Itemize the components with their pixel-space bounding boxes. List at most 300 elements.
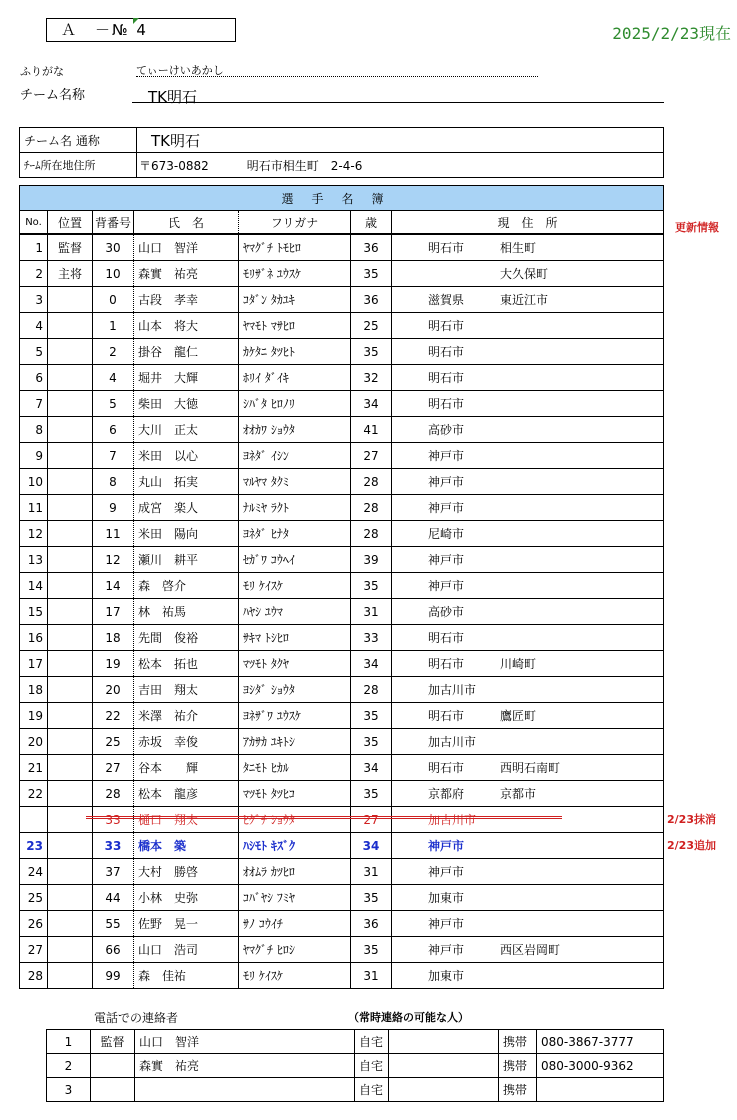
roster-header-row bbox=[20, 211, 664, 235]
row-no: 6 bbox=[20, 365, 48, 391]
row-name: 樋口 翔太 bbox=[134, 807, 239, 833]
row-furigana: ﾏﾙﾔﾏ ﾀｸﾐ bbox=[239, 469, 351, 495]
row-town: 鷹匠町 bbox=[500, 709, 537, 723]
row-name: 吉田 翔太 bbox=[134, 677, 239, 703]
row-position bbox=[48, 781, 93, 807]
row-address bbox=[392, 963, 664, 989]
row-furigana: ｾｶﾞﾜ ｺｳﾍｲ bbox=[239, 547, 351, 573]
row-city: 明石市 bbox=[428, 319, 465, 333]
row-name: 成宮 楽人 bbox=[134, 495, 239, 521]
row-number: 11 bbox=[93, 521, 134, 547]
row-furigana: ﾏﾂﾓﾄ ﾀｸﾔ bbox=[239, 651, 351, 677]
row-no: 28 bbox=[20, 963, 48, 989]
row-address bbox=[392, 443, 664, 469]
row-town: 東近江市 bbox=[500, 293, 549, 307]
row-age: 31 bbox=[351, 859, 392, 885]
alias-value: TK明石 bbox=[137, 128, 664, 153]
col-age-header: 歳 bbox=[351, 211, 392, 235]
row-position: 主将 bbox=[48, 261, 93, 287]
row-furigana: ﾓﾘｻﾞﾈ ﾕｳｽｹ bbox=[239, 261, 351, 287]
row-position bbox=[48, 599, 93, 625]
row-name: 堀井 大輝 bbox=[134, 365, 239, 391]
row-furigana: ﾔﾏﾓﾄ ﾏｻﾋﾛ bbox=[239, 313, 351, 339]
row-city: 高砂市 bbox=[428, 423, 465, 437]
row-position bbox=[48, 287, 93, 313]
row-position bbox=[48, 677, 93, 703]
row-position: 監督 bbox=[48, 234, 93, 261]
row-furigana: ﾖｼﾀﾞ ｼｮｳﾀ bbox=[239, 677, 351, 703]
roster-row bbox=[20, 521, 664, 547]
row-address bbox=[392, 885, 664, 911]
row-number: 44 bbox=[93, 885, 134, 911]
row-furigana: ﾖﾈｻﾞﾜ ﾕｳｽｹ bbox=[239, 703, 351, 729]
row-city: 滋賀県 bbox=[428, 293, 465, 307]
row-city: 神戸市 bbox=[428, 943, 465, 957]
roster-title: 選手名簿 bbox=[20, 186, 664, 211]
row-age: 36 bbox=[351, 234, 392, 261]
row-name: 赤坂 幸俊 bbox=[134, 729, 239, 755]
row-number: 33 bbox=[93, 807, 134, 833]
row-name: 山口 智洋 bbox=[134, 234, 239, 261]
row-city: 明石市 bbox=[428, 371, 465, 385]
roster-row bbox=[20, 833, 664, 859]
row-number: 30 bbox=[93, 234, 134, 261]
home-phone bbox=[389, 1030, 499, 1054]
row-number: 0 bbox=[93, 287, 134, 313]
row-position bbox=[48, 911, 93, 937]
roster-row bbox=[20, 287, 664, 313]
row-name: 松本 龍彦 bbox=[134, 781, 239, 807]
row-address bbox=[392, 781, 664, 807]
row-name: 橋本 築 bbox=[134, 833, 239, 859]
row-age: 28 bbox=[351, 677, 392, 703]
update-info-label: 更新情報 bbox=[675, 221, 719, 234]
row-furigana: ｼﾊﾞﾀ ﾋﾛﾉﾘ bbox=[239, 391, 351, 417]
row-name: 古段 孝幸 bbox=[134, 287, 239, 313]
row-address bbox=[392, 234, 664, 261]
roster-row bbox=[20, 963, 664, 989]
row-no: 4 bbox=[20, 313, 48, 339]
row-number: 7 bbox=[93, 443, 134, 469]
contact-note: （常時連絡の可能な人） bbox=[348, 1011, 469, 1024]
row-town: 西区岩岡町 bbox=[500, 943, 561, 957]
row-name: 先間 俊裕 bbox=[134, 625, 239, 651]
row-number: 12 bbox=[93, 547, 134, 573]
row-address bbox=[392, 287, 664, 313]
row-address bbox=[392, 755, 664, 781]
roster-row bbox=[20, 911, 664, 937]
row-no: 19 bbox=[20, 703, 48, 729]
row-no: 14 bbox=[20, 573, 48, 599]
row-city: 加古川市 bbox=[428, 813, 477, 827]
row-no: 25 bbox=[20, 885, 48, 911]
row-city: 神戸市 bbox=[428, 553, 465, 567]
row-address bbox=[392, 339, 664, 365]
row-no: 15 bbox=[20, 599, 48, 625]
row-age: 41 bbox=[351, 417, 392, 443]
row-position bbox=[48, 963, 93, 989]
row-no: 13 bbox=[20, 547, 48, 573]
row-name: 森 佳祐 bbox=[134, 963, 239, 989]
row-no: 24 bbox=[20, 859, 48, 885]
row-age: 34 bbox=[351, 391, 392, 417]
row-position bbox=[48, 703, 93, 729]
row-city: 明石市 bbox=[428, 397, 465, 411]
row-no: 11 bbox=[20, 495, 48, 521]
row-number: 18 bbox=[93, 625, 134, 651]
row-no: 21 bbox=[20, 755, 48, 781]
row-address bbox=[392, 677, 664, 703]
contact-no: 1 bbox=[47, 1030, 91, 1054]
row-name: 米澤 祐介 bbox=[134, 703, 239, 729]
row-no: 10 bbox=[20, 469, 48, 495]
row-position bbox=[48, 547, 93, 573]
col-name-header: 氏 名 bbox=[134, 211, 239, 235]
row-age: 39 bbox=[351, 547, 392, 573]
roster-row bbox=[20, 729, 664, 755]
row-position bbox=[48, 573, 93, 599]
row-number: 22 bbox=[93, 703, 134, 729]
row-name: 大村 勝啓 bbox=[134, 859, 239, 885]
row-number: 9 bbox=[93, 495, 134, 521]
row-furigana: ｵｵｶﾜ ｼｮｳﾀ bbox=[239, 417, 351, 443]
row-address bbox=[392, 547, 664, 573]
contact-row bbox=[47, 1054, 664, 1078]
row-no: 7 bbox=[20, 391, 48, 417]
row-city: 明石市 bbox=[428, 241, 465, 255]
row-address bbox=[392, 521, 664, 547]
row-address bbox=[392, 365, 664, 391]
row-age: 35 bbox=[351, 729, 392, 755]
row-position bbox=[48, 729, 93, 755]
row-town: 相生町 bbox=[500, 241, 537, 255]
roster-row bbox=[20, 677, 664, 703]
row-no bbox=[20, 807, 48, 833]
row-no: 8 bbox=[20, 417, 48, 443]
row-furigana: ｺﾀﾞﾝ ﾀｶﾕｷ bbox=[239, 287, 351, 313]
row-city: 尼崎市 bbox=[428, 527, 465, 541]
col-number-header: 背番号 bbox=[93, 211, 134, 235]
row-furigana: ﾔﾏｸﾞﾁ ﾋﾛｼ bbox=[239, 937, 351, 963]
alias-label: チーム名 通称 bbox=[20, 128, 137, 153]
row-city: 加東市 bbox=[428, 969, 465, 983]
row-age: 31 bbox=[351, 963, 392, 989]
strikethrough-line bbox=[86, 816, 562, 819]
row-age: 25 bbox=[351, 313, 392, 339]
row-name: 佐野 晃一 bbox=[134, 911, 239, 937]
roster-row bbox=[20, 234, 664, 261]
row-name: 森實 祐亮 bbox=[134, 261, 239, 287]
home-label: 自宅 bbox=[355, 1054, 389, 1078]
row-age: 28 bbox=[351, 469, 392, 495]
row-position bbox=[48, 391, 93, 417]
row-age: 35 bbox=[351, 261, 392, 287]
row-no: 2 bbox=[20, 261, 48, 287]
row-city: 明石市 bbox=[428, 761, 465, 775]
contact-table bbox=[46, 1029, 664, 1102]
contact-label: 電話での連絡者 bbox=[94, 1011, 179, 1025]
row-no: 23 bbox=[20, 833, 48, 859]
row-furigana: ﾊｼﾓﾄ ｷｽﾞｸ bbox=[239, 833, 351, 859]
as-of-date: 2025/2/23現在 bbox=[612, 24, 731, 43]
contact-row bbox=[47, 1030, 664, 1054]
row-city: 加古川市 bbox=[428, 683, 477, 697]
col-position-header: 位置 bbox=[48, 211, 93, 235]
row-no: 18 bbox=[20, 677, 48, 703]
row-city: 神戸市 bbox=[428, 501, 465, 515]
contact-name: 山口 智洋 bbox=[135, 1030, 355, 1054]
row-name: 山本 将大 bbox=[134, 313, 239, 339]
row-age: 27 bbox=[351, 443, 392, 469]
row-no: 9 bbox=[20, 443, 48, 469]
row-address bbox=[392, 573, 664, 599]
col-address-header: 現 住 所 bbox=[392, 211, 664, 235]
roster-row bbox=[20, 339, 664, 365]
row-furigana: ｱｶｻｶ ﾕｷﾄｼ bbox=[239, 729, 351, 755]
row-number: 4 bbox=[93, 365, 134, 391]
row-number: 17 bbox=[93, 599, 134, 625]
row-name: 瀬川 耕平 bbox=[134, 547, 239, 573]
row-age: 32 bbox=[351, 365, 392, 391]
row-address bbox=[392, 911, 664, 937]
row-age: 35 bbox=[351, 937, 392, 963]
row-age: 27 bbox=[351, 807, 392, 833]
roster-row bbox=[20, 651, 664, 677]
row-city: 神戸市 bbox=[428, 917, 465, 931]
roster-row bbox=[20, 937, 664, 963]
roster-row bbox=[20, 313, 664, 339]
row-city: 神戸市 bbox=[428, 865, 465, 879]
roster-row bbox=[20, 391, 664, 417]
row-address bbox=[392, 729, 664, 755]
row-town: 大久保町 bbox=[500, 267, 549, 281]
row-age: 28 bbox=[351, 495, 392, 521]
row-furigana: ｶｹﾀﾆ ﾀﾂﾋﾄ bbox=[239, 339, 351, 365]
col-furigana-header: フリガナ bbox=[239, 211, 351, 235]
row-city: 加古川市 bbox=[428, 735, 477, 749]
row-name: 掛谷 龍仁 bbox=[134, 339, 239, 365]
row-city: 京都府 bbox=[428, 787, 465, 801]
row-position bbox=[48, 313, 93, 339]
row-age: 31 bbox=[351, 599, 392, 625]
row-address bbox=[392, 313, 664, 339]
row-furigana: ﾓﾘ ｹｲｽｹ bbox=[239, 573, 351, 599]
row-furigana: ｻﾉ ｺｳｲﾁ bbox=[239, 911, 351, 937]
row-position bbox=[48, 885, 93, 911]
row-name: 山口 浩司 bbox=[134, 937, 239, 963]
row-address bbox=[392, 625, 664, 651]
row-name: 小林 史弥 bbox=[134, 885, 239, 911]
row-furigana: ﾎﾘｲ ﾀﾞｲｷ bbox=[239, 365, 351, 391]
row-position bbox=[48, 417, 93, 443]
row-address bbox=[392, 391, 664, 417]
contact-name: 森實 祐亮 bbox=[135, 1054, 355, 1078]
row-city: 明石市 bbox=[428, 709, 465, 723]
home-phone bbox=[389, 1078, 499, 1102]
team-name: TK明石 bbox=[132, 86, 664, 103]
row-furigana: ﾋｸﾞﾁ ｼｮｳﾀ bbox=[239, 807, 351, 833]
roster-row bbox=[20, 261, 664, 287]
row-town: 京都市 bbox=[500, 787, 537, 801]
mobile-label: 携帯 bbox=[499, 1054, 537, 1078]
row-number: 14 bbox=[93, 573, 134, 599]
roster-row bbox=[20, 755, 664, 781]
change-note: 2/23追加 bbox=[667, 839, 716, 852]
row-address bbox=[392, 599, 664, 625]
row-position bbox=[48, 469, 93, 495]
row-name: 大川 正太 bbox=[134, 417, 239, 443]
contact-row bbox=[47, 1078, 664, 1102]
mobile-phone: 080-3867-3777 bbox=[537, 1030, 664, 1054]
mobile-label: 携帯 bbox=[499, 1078, 537, 1102]
roster-row bbox=[20, 365, 664, 391]
row-age: 34 bbox=[351, 833, 392, 859]
row-position bbox=[48, 937, 93, 963]
row-city: 明石市 bbox=[428, 631, 465, 645]
row-address bbox=[392, 807, 664, 833]
row-no: 20 bbox=[20, 729, 48, 755]
row-age: 35 bbox=[351, 885, 392, 911]
row-furigana: ｺﾊﾞﾔｼ ﾌﾐﾔ bbox=[239, 885, 351, 911]
row-no: 22 bbox=[20, 781, 48, 807]
mobile-phone: 080-3000-9362 bbox=[537, 1054, 664, 1078]
row-age: 35 bbox=[351, 573, 392, 599]
col-no-header: No. bbox=[20, 211, 48, 235]
row-number: 66 bbox=[93, 937, 134, 963]
row-town: 川崎町 bbox=[500, 657, 537, 671]
row-address bbox=[392, 417, 664, 443]
row-name: 森 啓介 bbox=[134, 573, 239, 599]
document-id: Ａ －№ 4 bbox=[61, 21, 148, 39]
row-furigana: ﾖﾈﾀﾞ ｲｼﾝ bbox=[239, 443, 351, 469]
row-furigana: ﾀﾆﾓﾄ ﾋｶﾙ bbox=[239, 755, 351, 781]
roster-row bbox=[20, 495, 664, 521]
postal-code: 〒673-0882 bbox=[139, 158, 209, 173]
change-note: 2/23抹消 bbox=[667, 813, 716, 826]
row-age: 34 bbox=[351, 651, 392, 677]
row-name: 谷本 輝 bbox=[134, 755, 239, 781]
contact-name bbox=[135, 1078, 355, 1102]
row-address bbox=[392, 261, 664, 287]
contact-no: 2 bbox=[47, 1054, 91, 1078]
row-name: 柴田 大徳 bbox=[134, 391, 239, 417]
row-furigana: ｻｷﾏ ﾄｼﾋﾛ bbox=[239, 625, 351, 651]
row-number: 55 bbox=[93, 911, 134, 937]
roster-row bbox=[20, 807, 664, 833]
row-address bbox=[392, 833, 664, 859]
row-name: 林 祐馬 bbox=[134, 599, 239, 625]
address-value: 明石市相生町 2-4-6 bbox=[246, 158, 363, 173]
row-furigana: ﾓﾘ ｹｲｽｹ bbox=[239, 963, 351, 989]
roster-table bbox=[19, 185, 664, 989]
row-no: 12 bbox=[20, 521, 48, 547]
furigana-label: ふりがな bbox=[20, 65, 64, 78]
row-number: 33 bbox=[93, 833, 134, 859]
row-number: 37 bbox=[93, 859, 134, 885]
row-name: 松本 拓也 bbox=[134, 651, 239, 677]
row-position bbox=[48, 807, 93, 833]
roster-row bbox=[20, 443, 664, 469]
row-city: 神戸市 bbox=[428, 449, 465, 463]
roster-row bbox=[20, 859, 664, 885]
contact-position bbox=[91, 1078, 135, 1102]
mobile-phone bbox=[537, 1078, 664, 1102]
roster-row bbox=[20, 703, 664, 729]
row-city: 高砂市 bbox=[428, 605, 465, 619]
row-number: 10 bbox=[93, 261, 134, 287]
row-position bbox=[48, 339, 93, 365]
furigana-value: てぃーけいあかし bbox=[136, 62, 538, 77]
row-address bbox=[392, 651, 664, 677]
mobile-label: 携帯 bbox=[499, 1030, 537, 1054]
row-number: 19 bbox=[93, 651, 134, 677]
row-address bbox=[392, 703, 664, 729]
row-furigana: ﾏﾂﾓﾄ ﾀﾂﾋｺ bbox=[239, 781, 351, 807]
row-number: 20 bbox=[93, 677, 134, 703]
row-city: 神戸市 bbox=[428, 579, 465, 593]
row-position bbox=[48, 365, 93, 391]
roster-row bbox=[20, 599, 664, 625]
row-no: 5 bbox=[20, 339, 48, 365]
row-city: 神戸市 bbox=[428, 475, 465, 489]
home-label: 自宅 bbox=[355, 1078, 389, 1102]
row-no: 27 bbox=[20, 937, 48, 963]
row-age: 35 bbox=[351, 703, 392, 729]
row-position bbox=[48, 833, 93, 859]
team-name-label: チーム名称 bbox=[20, 88, 86, 103]
row-number: 1 bbox=[93, 313, 134, 339]
document-id-box bbox=[46, 18, 236, 42]
row-furigana: ｵｵﾑﾗ ｶﾂﾋﾛ bbox=[239, 859, 351, 885]
row-no: 1 bbox=[20, 234, 48, 261]
row-position bbox=[48, 521, 93, 547]
row-age: 36 bbox=[351, 287, 392, 313]
row-number: 5 bbox=[93, 391, 134, 417]
row-city: 明石市 bbox=[428, 345, 465, 359]
row-town: 西明石南町 bbox=[500, 761, 561, 775]
row-city: 明石市 bbox=[428, 657, 465, 671]
row-address bbox=[392, 495, 664, 521]
row-furigana: ﾔﾏｸﾞﾁ ﾄﾓﾋﾛ bbox=[239, 234, 351, 261]
row-age: 28 bbox=[351, 521, 392, 547]
row-name: 米田 陽向 bbox=[134, 521, 239, 547]
row-position bbox=[48, 755, 93, 781]
row-number: 8 bbox=[93, 469, 134, 495]
row-age: 36 bbox=[351, 911, 392, 937]
row-city: 神戸市 bbox=[428, 839, 465, 853]
row-address bbox=[392, 937, 664, 963]
team-info-table bbox=[19, 127, 664, 178]
row-address bbox=[392, 859, 664, 885]
row-number: 2 bbox=[93, 339, 134, 365]
row-age: 33 bbox=[351, 625, 392, 651]
contact-position bbox=[91, 1054, 135, 1078]
row-position bbox=[48, 859, 93, 885]
row-furigana: ﾅﾙﾐﾔ ﾗｸﾄ bbox=[239, 495, 351, 521]
row-name: 丸山 拓実 bbox=[134, 469, 239, 495]
contact-no: 3 bbox=[47, 1078, 91, 1102]
roster-row bbox=[20, 417, 664, 443]
home-label: 自宅 bbox=[355, 1030, 389, 1054]
row-age: 35 bbox=[351, 781, 392, 807]
roster-row bbox=[20, 547, 664, 573]
row-position bbox=[48, 495, 93, 521]
row-furigana: ﾊﾔｼ ﾕｳﾏ bbox=[239, 599, 351, 625]
row-position bbox=[48, 625, 93, 651]
row-number: 6 bbox=[93, 417, 134, 443]
roster-row bbox=[20, 625, 664, 651]
row-number: 28 bbox=[93, 781, 134, 807]
